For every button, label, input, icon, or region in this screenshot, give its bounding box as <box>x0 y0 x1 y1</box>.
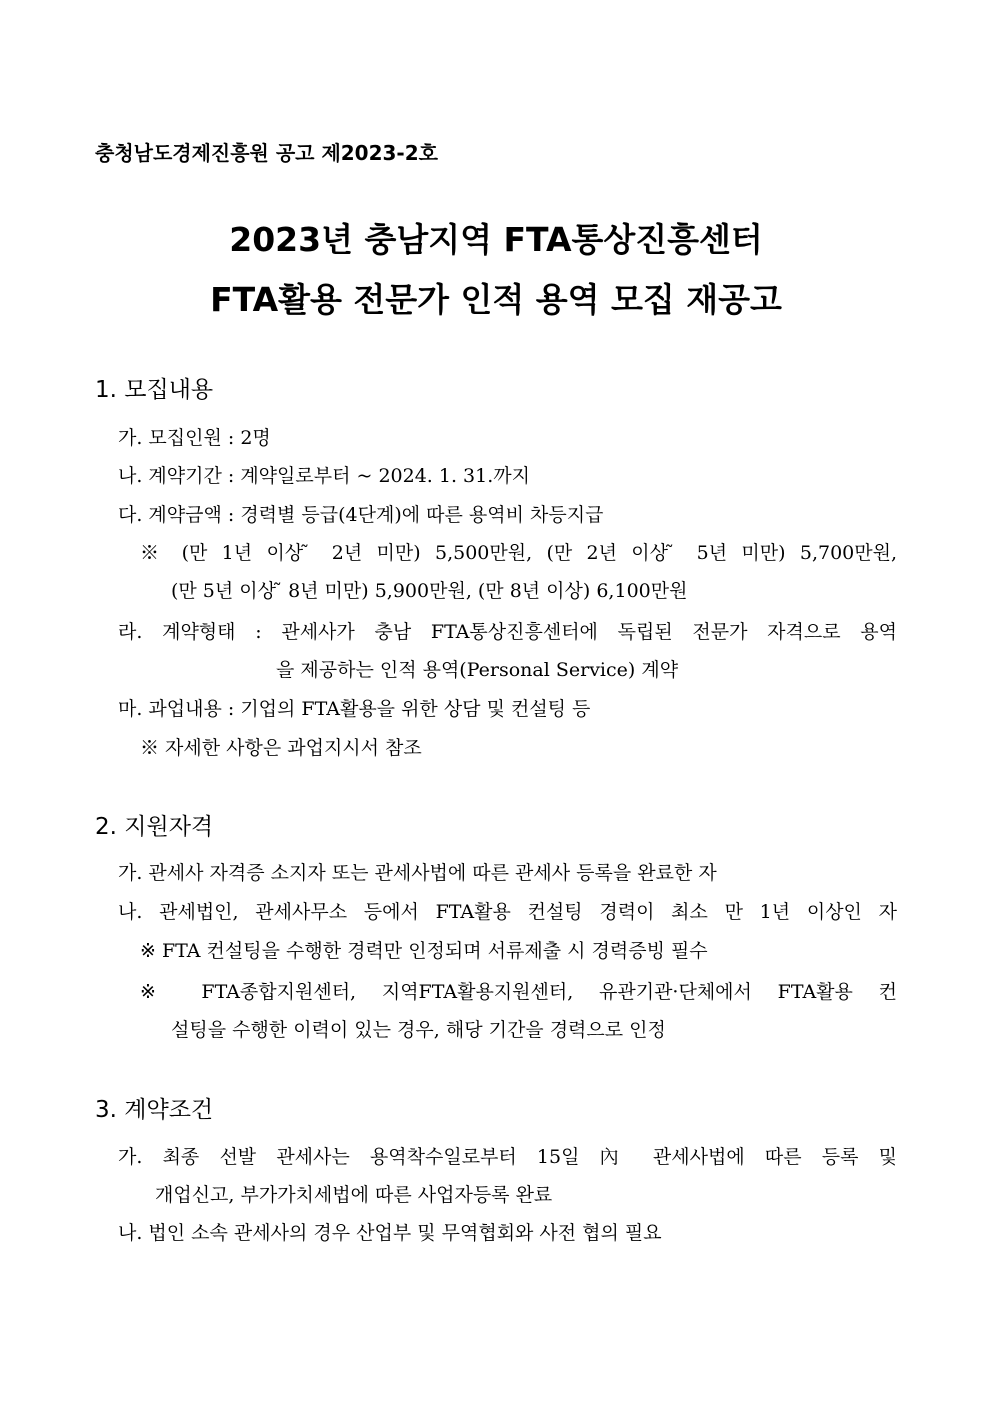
section-3-item-ga-line-2: 개업신고, 부가가치세법에 따른 사업자등록 완료 <box>155 1184 553 1206</box>
section-1-note-ma: ※ 자세한 사항은 과업지시서 참조 <box>140 737 422 759</box>
notice-number: 충청남도경제진흥원 공고 제2023-2호 <box>95 141 438 165</box>
section-2-note-2-line-2: 설팅을 수행한 이력이 있는 경우, 해당 기간을 경력으로 인정 <box>171 1019 666 1041</box>
section-1-item-ga: 가. 모집인원 : 2명 <box>118 427 271 449</box>
title-line-2: FTA활용 전문가 인적 용역 모집 재공고 <box>210 280 782 319</box>
section-1-item-da: 다. 계약금액 : 경력별 등급(4단계)에 따른 용역비 차등지급 <box>118 504 604 526</box>
section-3-item-na: 나. 법인 소속 관세사의 경우 산업부 및 무역협회와 사전 협의 필요 <box>118 1222 662 1244</box>
section-1-item-ra-line-1: 라. 계약형태 : 관세사가 충남 FTA통상진흥센터에 독립된 전문가 자격으로 용역 <box>118 621 897 643</box>
section-1-item-ma: 마. 과업내용 : 기업의 FTA활용을 위한 상담 및 컨설팅 등 <box>118 698 591 720</box>
section-3-heading: 3. 계약조건 <box>95 1097 214 1123</box>
section-2-item-na: 나. 관세법인, 관세사무소 등에서 FTA활용 컨설팅 경력이 최소 만 1년 이상인 자 <box>118 901 897 923</box>
section-2-heading: 2. 지원자격 <box>95 814 214 840</box>
section-1-heading: 1. 모집내용 <box>95 377 214 403</box>
title-line-1: 2023년 충남지역 FTA통상진흥센터 <box>229 220 763 259</box>
section-1-note-da-line-1: ※ (만 1년 이상 ̃ 2년 미만) 5,500만원, (만 2년 이상 ̃ 5년 미만) 5,700만원, <box>140 542 897 564</box>
section-1-item-ra-line-2: 을 제공하는 인적 용역(Personal Service) 계약 <box>276 659 679 681</box>
section-2-note-1: ※ FTA 컨설팅을 수행한 경력만 인정되며 서류제출 시 경력증빙 필수 <box>140 940 708 962</box>
section-2-item-ga: 가. 관세사 자격증 소지자 또는 관세사법에 따른 관세사 등록을 완료한 자 <box>118 862 717 884</box>
section-1-note-da-line-2: (만 5년 이상 ̃ 8년 미만) 5,900만원, (만 8년 이상) 6,100만원 <box>171 580 688 602</box>
section-3-item-ga-line-1: 가. 최종 선발 관세사는 용역착수일로부터 15일 內 관세사법에 따른 등록 및 <box>118 1146 897 1168</box>
section-1-item-na: 나. 계약기간 : 계약일로부터 ~ 2024. 1. 31.까지 <box>118 465 530 487</box>
section-2-note-2-line-1: ※ FTA종합지원센터, 지역FTA활용지원센터, 유관기관·단체에서 FTA활용 컨 <box>140 981 897 1003</box>
